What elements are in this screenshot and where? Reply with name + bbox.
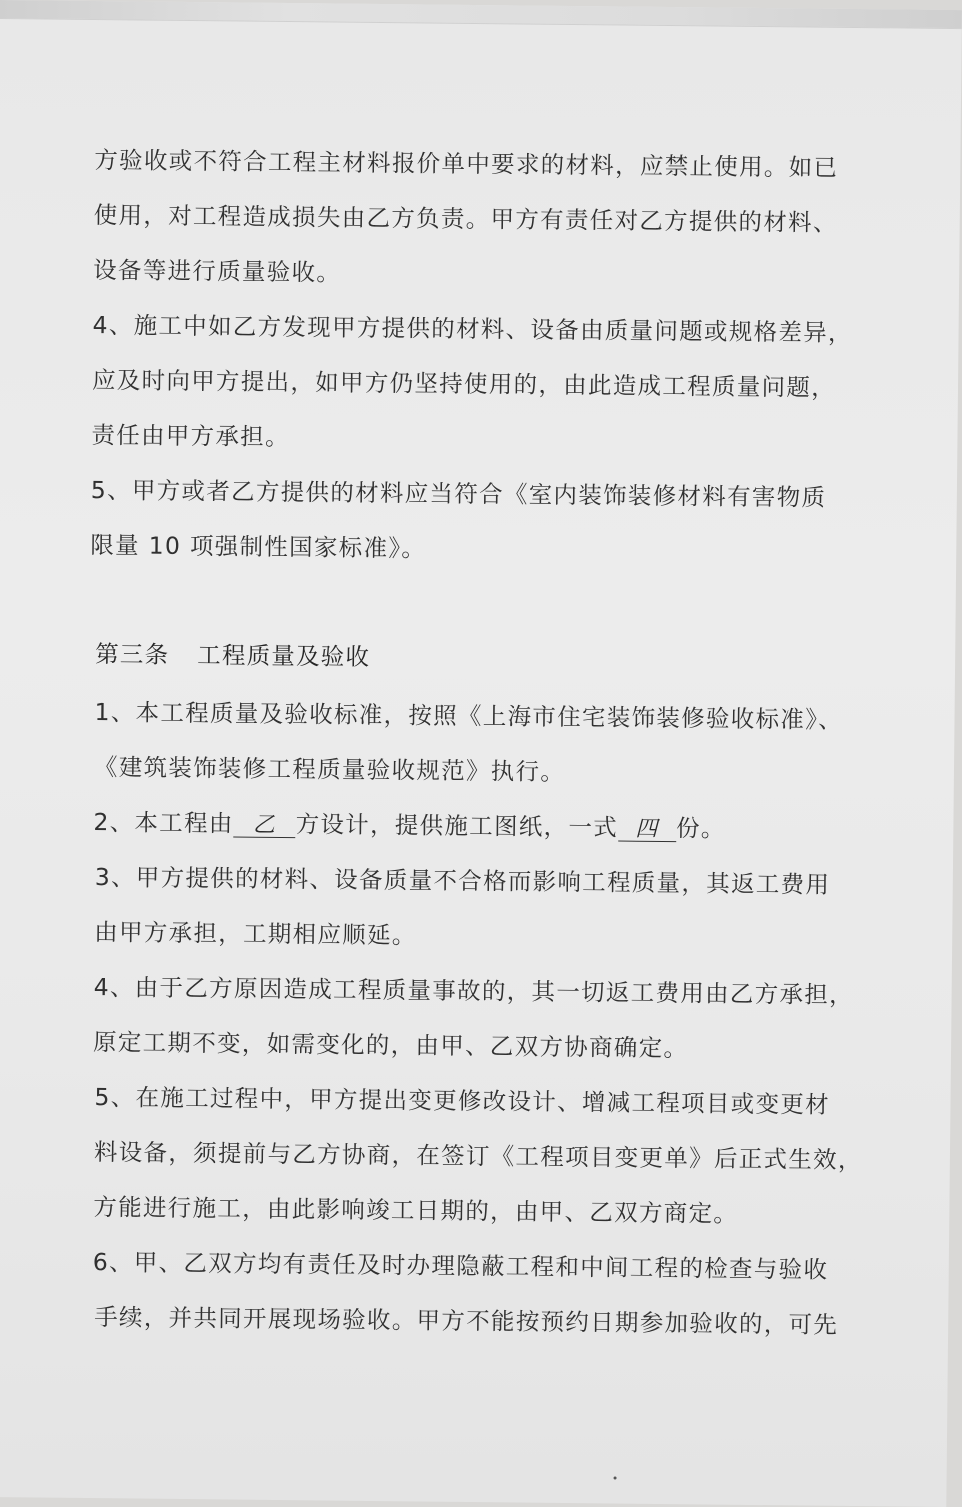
item2-suffix: 份。 xyxy=(675,814,726,843)
text-line: 应及时向甲方提出，如甲方仍坚持使用的，由此造成工程质量问题， xyxy=(91,365,837,402)
text-line: 使用，对工程造成损失由乙方负责。甲方有责任对乙方提供的材料、 xyxy=(93,200,838,237)
section-number: 第三条 xyxy=(95,640,170,669)
page-top-edge xyxy=(0,0,962,29)
text-line: 《建筑装饰装修工程质量验收规范》执行。 xyxy=(93,753,566,786)
text-line: 4、由于乙方原因造成工程质量事故的，其一切返工费用由乙方承担， xyxy=(93,973,855,1009)
section-heading xyxy=(95,640,371,671)
section-title: 工程质量及验收 xyxy=(197,641,371,671)
text-line: 方能进行施工，由此影响竣工日期的，由甲、乙双方商定。 xyxy=(93,1193,739,1228)
text-line: 限量 10 项强制性国家标准》。 xyxy=(90,530,427,563)
text-line: 5、甲方或者乙方提供的材料应当符合《室内装饰装修材料有害物质 xyxy=(90,475,827,512)
text-line: 6、甲、乙双方均有责任及时办理隐蔽工程和中间工程的检查与验收 xyxy=(92,1248,829,1284)
text-line: 方验收或不符合工程主材料报价单中要求的材料，应禁止使用。如已 xyxy=(94,145,839,182)
item2-middle: 方设计，提供施工图纸，一式 xyxy=(295,810,619,842)
text-line: 4、施工中如乙方发现甲方提供的材料、设备由质量问题或规格差异， xyxy=(92,310,853,347)
copies-field: 四 xyxy=(618,819,676,843)
text-line: 由甲方承担，工期相应顺延。 xyxy=(94,918,417,950)
text-line: 5、在施工过程中，甲方提出变更修改设计、增减工程项目或变更材 xyxy=(94,1083,831,1119)
ink-speck xyxy=(614,1477,617,1480)
designer-party-field: 乙 xyxy=(234,814,296,838)
text-line: 料设备，须提前与乙方协商，在签订《工程项目变更单》后正式生效， xyxy=(93,1138,863,1175)
text-line: 原定工期不变，如需变化的，由甲、乙双方协商确定。 xyxy=(92,1028,689,1063)
text-line: 设备等进行质量验收。 xyxy=(93,255,342,287)
text-line: 3、甲方提供的材料、设备质量不合格而影响工程质量，其返工费用 xyxy=(94,863,831,899)
text-line: 手续，并共同开展现场验收。甲方不能按预约日期参加验收的，可先 xyxy=(94,1303,839,1339)
text-line: 1、本工程质量及验收标准，按照《上海市住宅装饰装修验收标准》、 xyxy=(94,698,844,734)
text-line-item-2 xyxy=(93,808,726,843)
item2-prefix: 2、本工程由 xyxy=(93,808,234,838)
text-line: 责任由甲方承担。 xyxy=(91,420,290,452)
